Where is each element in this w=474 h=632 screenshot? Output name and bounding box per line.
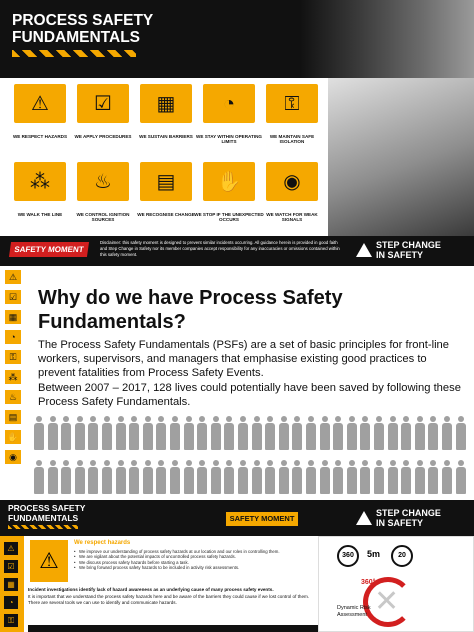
respect-hazards-heading: We respect hazards: [74, 540, 131, 546]
person-icon: [238, 416, 248, 450]
5m-badge: 5m: [367, 549, 381, 559]
stop-hand-icon: ✋: [216, 170, 242, 193]
banner-title-line1: PROCESS SAFETY: [12, 12, 154, 29]
person-icon: [184, 460, 194, 494]
warning-icon: ⚠: [5, 270, 21, 284]
person-icon: [292, 416, 302, 450]
person-icon: [415, 460, 425, 494]
person-icon: [333, 460, 343, 494]
person-icon: [48, 416, 58, 450]
psf-tile-label: WE RESPECT HAZARDS: [12, 134, 68, 139]
psf-tile-label: WE RECOGNISE CHANGE: [137, 212, 195, 217]
second-title-line1: PROCESS SAFETY: [8, 503, 86, 513]
psf-tile: [203, 84, 255, 123]
second-page-footer: [28, 587, 328, 606]
disclaimer-text: Disclaimer: this safety moment is designed to prevent similar incidents occurring. All guidance herein is provided in good faith and Step Change in Safety nor its member companies accept responsibility for any inaccuracies or omissions contained within this safety moment.: [100, 240, 340, 257]
bullet-item: • We improve our understanding of process safety hazards at our location and our roles in controlling them.: [74, 549, 294, 554]
person-icon: [143, 460, 153, 494]
person-icon: [184, 416, 194, 450]
person-icon: [252, 460, 262, 494]
worker-photo: [300, 0, 474, 78]
psf-tile: [14, 162, 66, 201]
checklist-icon: ☑: [94, 92, 112, 115]
psf-tile-label: WE STOP IF THE UNEXPECTED OCCURS: [194, 212, 264, 223]
psf-tile: [14, 84, 66, 123]
hazard-stripe: [12, 50, 136, 57]
lock-icon: ⚿: [284, 92, 300, 115]
person-icon: [456, 416, 466, 450]
person-icon: [265, 416, 275, 450]
person-icon: [360, 460, 370, 494]
person-icon: [306, 460, 316, 494]
person-icon: [442, 416, 452, 450]
person-icon: [170, 416, 180, 450]
person-icon: [61, 460, 71, 494]
flame-icon: ♨: [5, 390, 21, 404]
person-icon: [333, 416, 343, 450]
second-warning-icon: ⚠: [4, 542, 18, 555]
ring-360-label: 360°: [361, 579, 376, 586]
person-icon: [456, 460, 466, 494]
person-icon: [75, 416, 85, 450]
lock-icon: ⚿: [5, 350, 21, 364]
person-icon: [265, 460, 275, 494]
dra-line1: Dynamic Risk: [337, 605, 371, 611]
person-icon: [211, 460, 221, 494]
checklist-icon: ☑: [5, 290, 21, 304]
person-icon: [428, 460, 438, 494]
side-icon-column: [0, 266, 28, 496]
person-icon: [197, 460, 207, 494]
person-icon: [292, 460, 302, 494]
hazard-warning-icon: ⚠: [30, 540, 68, 582]
moc-document-icon: ▤: [156, 170, 176, 193]
banner-title-line2: FUNDAMENTALS: [12, 29, 141, 46]
person-icon: [129, 416, 139, 450]
person-icon: [347, 416, 357, 450]
bullet-item: • We are vigilant about the potential impacts of uncontrolled process safety hazards.: [74, 554, 294, 559]
top-banner: [0, 0, 474, 78]
person-icon: [211, 416, 221, 450]
psf-grid: [0, 78, 328, 236]
psf-tile-label: WE WATCH FOR WEAK SIGNALS: [266, 212, 318, 223]
risk-assessment-card: [318, 536, 474, 632]
second-title-line2: FUNDAMENTALS: [8, 512, 79, 523]
person-icon: [238, 460, 248, 494]
person-icon: [415, 416, 425, 450]
person-icon: [306, 416, 316, 450]
gauge-icon: ◔: [5, 330, 21, 344]
second-checklist-icon: ☑: [4, 560, 18, 573]
person-icon: [48, 460, 58, 494]
person-icon: [34, 460, 44, 494]
person-icon: [401, 460, 411, 494]
worker-portrait-photo: [328, 78, 474, 236]
footer-line: It is important that we understand the process safety hazards here and be aware of the barriers they could cause if we lost control of them.: [28, 593, 310, 599]
psf-tile-label: WE MAINTAIN SAFE ISOLATION: [269, 134, 315, 145]
psf-tile: [203, 162, 255, 201]
psf-tile: [77, 162, 129, 201]
person-icon: [197, 416, 207, 450]
bottom-tool-strip: [28, 625, 348, 632]
triangle-logo-icon: [356, 243, 372, 257]
second-hazard-stripe: [8, 525, 78, 529]
psf-tile: [77, 84, 129, 123]
person-icon: [374, 460, 384, 494]
person-icon: [102, 460, 112, 494]
person-icon: [156, 460, 166, 494]
dra-label: [337, 605, 371, 618]
second-brand-line1: STEP CHANGE: [376, 508, 441, 518]
bullet-item: • We bring forward process safety hazards to be included in activity risk assessments.: [74, 565, 294, 570]
page-heading: Why do we have Process Safety Fundamentals?: [38, 287, 343, 333]
barrier-icon: ▦: [156, 92, 176, 115]
safety-moment-badge: SAFETY MOMENT: [9, 242, 89, 257]
barrier-icon: ▦: [5, 310, 21, 324]
respect-bullets: [74, 549, 294, 571]
step-change-logo: [376, 240, 472, 262]
person-icon: [129, 460, 139, 494]
person-icon: [279, 460, 289, 494]
person-icon: [75, 460, 85, 494]
person-icon: [224, 416, 234, 450]
person-icon: [252, 416, 262, 450]
psf-tile: [266, 84, 318, 123]
stop-hand-icon: ✋: [5, 430, 21, 444]
psf-tile: [140, 162, 192, 201]
watch-person-icon: ◉: [283, 170, 301, 193]
person-icon: [224, 460, 234, 494]
gauge-icon: ◔: [222, 92, 236, 115]
person-icon: [102, 416, 112, 450]
psf-tile: [140, 84, 192, 123]
person-icon: [156, 416, 166, 450]
psf-tile-label: WE APPLY PROCEDURES: [74, 134, 132, 139]
person-icon: [279, 416, 289, 450]
moc-document-icon: ▤: [5, 410, 21, 424]
cross-arrows-icon: ✕: [374, 585, 400, 618]
person-icon: [88, 460, 98, 494]
second-triangle-logo-icon: [356, 511, 372, 525]
person-icon: [442, 460, 452, 494]
banner-title: [12, 12, 153, 46]
footer-line: Incident investigations identify lack of hazard awareness as an underlying cause of many process safety events.: [28, 587, 274, 592]
second-gauge-icon: ◔: [4, 596, 18, 609]
person-icon: [116, 416, 126, 450]
person-icon: [34, 416, 44, 450]
person-icon: [428, 416, 438, 450]
person-icon: [347, 460, 357, 494]
person-icon: [388, 416, 398, 450]
watch-person-icon: ◉: [5, 450, 21, 464]
person-icon: [320, 416, 330, 450]
brand-line1: STEP CHANGE: [376, 240, 441, 250]
person-icon: [320, 460, 330, 494]
people-figures: [28, 416, 472, 500]
brand-line2: IN SAFETY: [376, 250, 424, 260]
person-icon: [116, 460, 126, 494]
psf-tile: [266, 162, 318, 201]
lives-paragraph: Between 2007 – 2017, 128 lives could potentially have been saved by following these Process Safety Fundamentals.: [38, 382, 461, 409]
person-icon: [388, 460, 398, 494]
person-icon: [401, 416, 411, 450]
bullet-item: • We discuss process safety hazards before starting a task.: [74, 560, 294, 565]
person-icon: [88, 416, 98, 450]
second-side-icons: [0, 536, 24, 632]
second-lock-icon: ⚿: [4, 614, 18, 627]
footprints-icon: ⁂: [30, 170, 50, 193]
person-icon: [170, 460, 180, 494]
second-page-title: [8, 504, 85, 523]
footprints-icon: ⁂: [5, 370, 21, 384]
second-brand-line2: IN SAFETY: [376, 518, 424, 528]
second-step-change-logo: [376, 508, 472, 528]
psf-tile-label: WE WALK THE LINE: [17, 212, 63, 217]
person-icon: [61, 416, 71, 450]
psf-tile-label: WE STAY WITHIN OPERATING LIMITS: [196, 134, 262, 145]
flame-icon: ♨: [94, 170, 112, 193]
person-icon: [374, 416, 384, 450]
second-safety-moment-badge: SAFETY MOMENT: [226, 512, 298, 526]
warning-icon: ⚠: [31, 92, 49, 115]
intro-paragraph: The Process Safety Fundamentals (PSFs) are a set of basic principles for front-line workers, supervisors, and managers that emphasise existing good practices to prevent fatalities from Process Safety Events.: [38, 339, 450, 380]
psf-tile-label: WE CONTROL IGNITION SOURCES: [76, 212, 130, 223]
person-icon: [143, 416, 153, 450]
second-barrier-icon: ▦: [4, 578, 18, 591]
360-badge: 360: [337, 545, 359, 567]
psf-tile-label: WE SUSTAIN BARRIERS: [139, 134, 193, 139]
20-badge: 20: [391, 545, 413, 567]
footer-line: There are several tools we can use to identify and communicate hazards.: [28, 600, 177, 606]
dra-line2: Assessment: [337, 611, 367, 618]
person-icon: [360, 416, 370, 450]
